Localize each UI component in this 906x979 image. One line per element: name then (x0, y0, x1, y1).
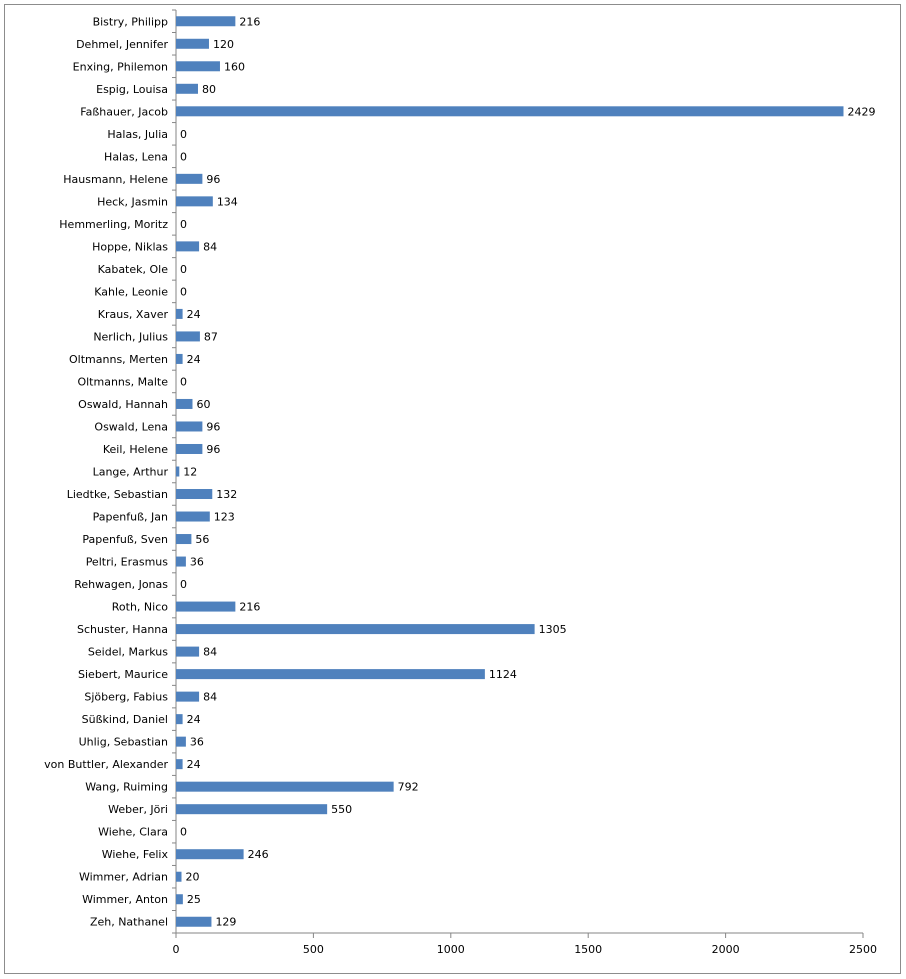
bar (176, 782, 394, 792)
data-label: 1305 (538, 623, 567, 637)
bar (176, 669, 485, 679)
data-label: 60 (196, 397, 211, 411)
data-label: 120 (212, 37, 234, 51)
bar (176, 624, 535, 634)
data-label: 216 (239, 600, 261, 614)
bar (176, 804, 327, 814)
data-label: 216 (239, 15, 261, 29)
category-label: Süßkind, Daniel (81, 713, 168, 727)
bar (176, 196, 213, 206)
category-label: Weber, Jöri (108, 803, 168, 817)
data-label: 0 (180, 285, 187, 299)
data-label: 160 (223, 60, 245, 74)
data-label: 0 (180, 150, 187, 164)
bar (176, 309, 183, 319)
x-tick-label: 0 (172, 943, 180, 956)
category-label: Enxing, Philemon (72, 60, 168, 74)
category-label: Faßhauer, Jacob (80, 105, 168, 119)
bar (176, 399, 192, 409)
bar (176, 557, 186, 567)
x-tick-label: 1500 (574, 943, 603, 956)
data-label: 24 (186, 352, 201, 366)
data-label: 20 (185, 870, 200, 884)
category-label: Kahle, Leonie (94, 285, 168, 299)
data-label: 0 (180, 127, 187, 141)
data-label: 12 (183, 465, 198, 479)
category-label: Siebert, Maurice (78, 668, 168, 682)
bar (176, 421, 202, 431)
bar (176, 894, 183, 904)
data-label: 84 (203, 645, 218, 659)
bar (176, 467, 179, 477)
data-label: 0 (180, 375, 187, 389)
data-label: 1124 (488, 668, 517, 682)
bar (176, 512, 210, 522)
bar (176, 39, 209, 49)
category-label: Oswald, Hannah (78, 397, 168, 411)
bar (176, 106, 843, 116)
bar (176, 331, 200, 341)
category-label: Oltmanns, Merten (69, 352, 168, 366)
category-label: Bistry, Philipp (92, 15, 168, 29)
category-label: Papenfuß, Jan (92, 510, 168, 524)
data-label: 0 (180, 262, 187, 276)
bar (176, 16, 235, 26)
category-label: Uhlig, Sebastian (78, 735, 168, 749)
data-label: 24 (186, 758, 201, 772)
category-label: Wiehe, Clara (98, 825, 168, 839)
category-label: Oltmanns, Malte (77, 375, 168, 389)
bar (176, 602, 235, 612)
bar (176, 444, 202, 454)
bar (176, 534, 191, 544)
category-label: Sjöberg, Fabius (84, 690, 168, 704)
bar (176, 489, 212, 499)
category-label: Papenfuß, Sven (82, 533, 168, 547)
category-label: Keil, Helene (102, 442, 168, 456)
data-label: 96 (206, 442, 221, 456)
data-label: 246 (247, 848, 269, 862)
category-label: Dehmel, Jennifer (76, 37, 168, 51)
bar (176, 917, 211, 927)
category-label: Kabatek, Ole (97, 262, 168, 276)
category-label: Wimmer, Anton (82, 893, 168, 907)
x-tick-label: 1000 (436, 943, 465, 956)
bar (176, 241, 199, 251)
data-label: 80 (201, 82, 216, 96)
data-label: 792 (397, 780, 419, 794)
x-tick-label: 2500 (849, 943, 877, 956)
category-label: Oswald, Lena (94, 420, 168, 434)
data-label: 24 (186, 713, 201, 727)
category-label: Wimmer, Adrian (78, 870, 168, 884)
data-label: 550 (331, 803, 353, 817)
category-label: Liedtke, Sebastian (66, 488, 168, 502)
category-label: Rehwagen, Jonas (74, 578, 168, 592)
data-label: 36 (189, 735, 204, 749)
bar (176, 714, 183, 724)
category-label: Espig, Louisa (96, 82, 168, 96)
data-label: 87 (203, 330, 218, 344)
category-label: Hausmann, Helene (63, 172, 168, 186)
bar (176, 174, 202, 184)
category-label: Peltri, Erasmus (85, 555, 168, 569)
bar (176, 84, 198, 94)
chart-frame (4, 4, 901, 974)
category-label: Lange, Arthur (92, 465, 168, 479)
bar (176, 647, 199, 657)
data-label: 0 (180, 825, 187, 839)
bar (176, 61, 220, 71)
data-label: 132 (216, 488, 238, 502)
data-label: 25 (186, 893, 201, 907)
category-label: von Buttler, Alexander (44, 758, 168, 772)
data-label: 56 (195, 533, 210, 547)
data-label: 84 (203, 240, 218, 254)
bar-chart (5, 5, 902, 975)
data-label: 134 (216, 195, 238, 209)
bar (176, 849, 244, 859)
data-label: 129 (215, 915, 237, 929)
category-label: Hemmerling, Moritz (59, 217, 168, 231)
bar (176, 692, 199, 702)
category-label: Nerlich, Julius (93, 330, 168, 344)
data-label: 96 (206, 172, 221, 186)
category-label: Roth, Nico (111, 600, 168, 614)
category-label: Hoppe, Niklas (92, 240, 168, 254)
category-label: Halas, Lena (104, 150, 168, 164)
bar (176, 354, 183, 364)
data-label: 0 (180, 578, 187, 592)
category-label: Halas, Julia (107, 127, 168, 141)
x-tick-label: 500 (302, 943, 324, 956)
data-label: 96 (206, 420, 221, 434)
bar (176, 759, 183, 769)
data-label: 24 (186, 307, 201, 321)
data-label: 2429 (847, 105, 876, 119)
x-tick-label: 2000 (711, 943, 740, 956)
bar (176, 737, 186, 747)
data-label: 36 (189, 555, 204, 569)
bar (176, 872, 181, 882)
data-label: 123 (213, 510, 235, 524)
category-label: Wang, Ruiming (85, 780, 168, 794)
category-label: Schuster, Hanna (77, 623, 168, 637)
category-label: Wiehe, Felix (101, 848, 168, 862)
category-label: Zeh, Nathanel (89, 915, 168, 929)
data-label: 84 (203, 690, 218, 704)
category-label: Heck, Jasmin (97, 195, 168, 209)
data-label: 0 (180, 217, 187, 231)
category-label: Kraus, Xaver (97, 307, 168, 321)
category-label: Seidel, Markus (87, 645, 168, 659)
